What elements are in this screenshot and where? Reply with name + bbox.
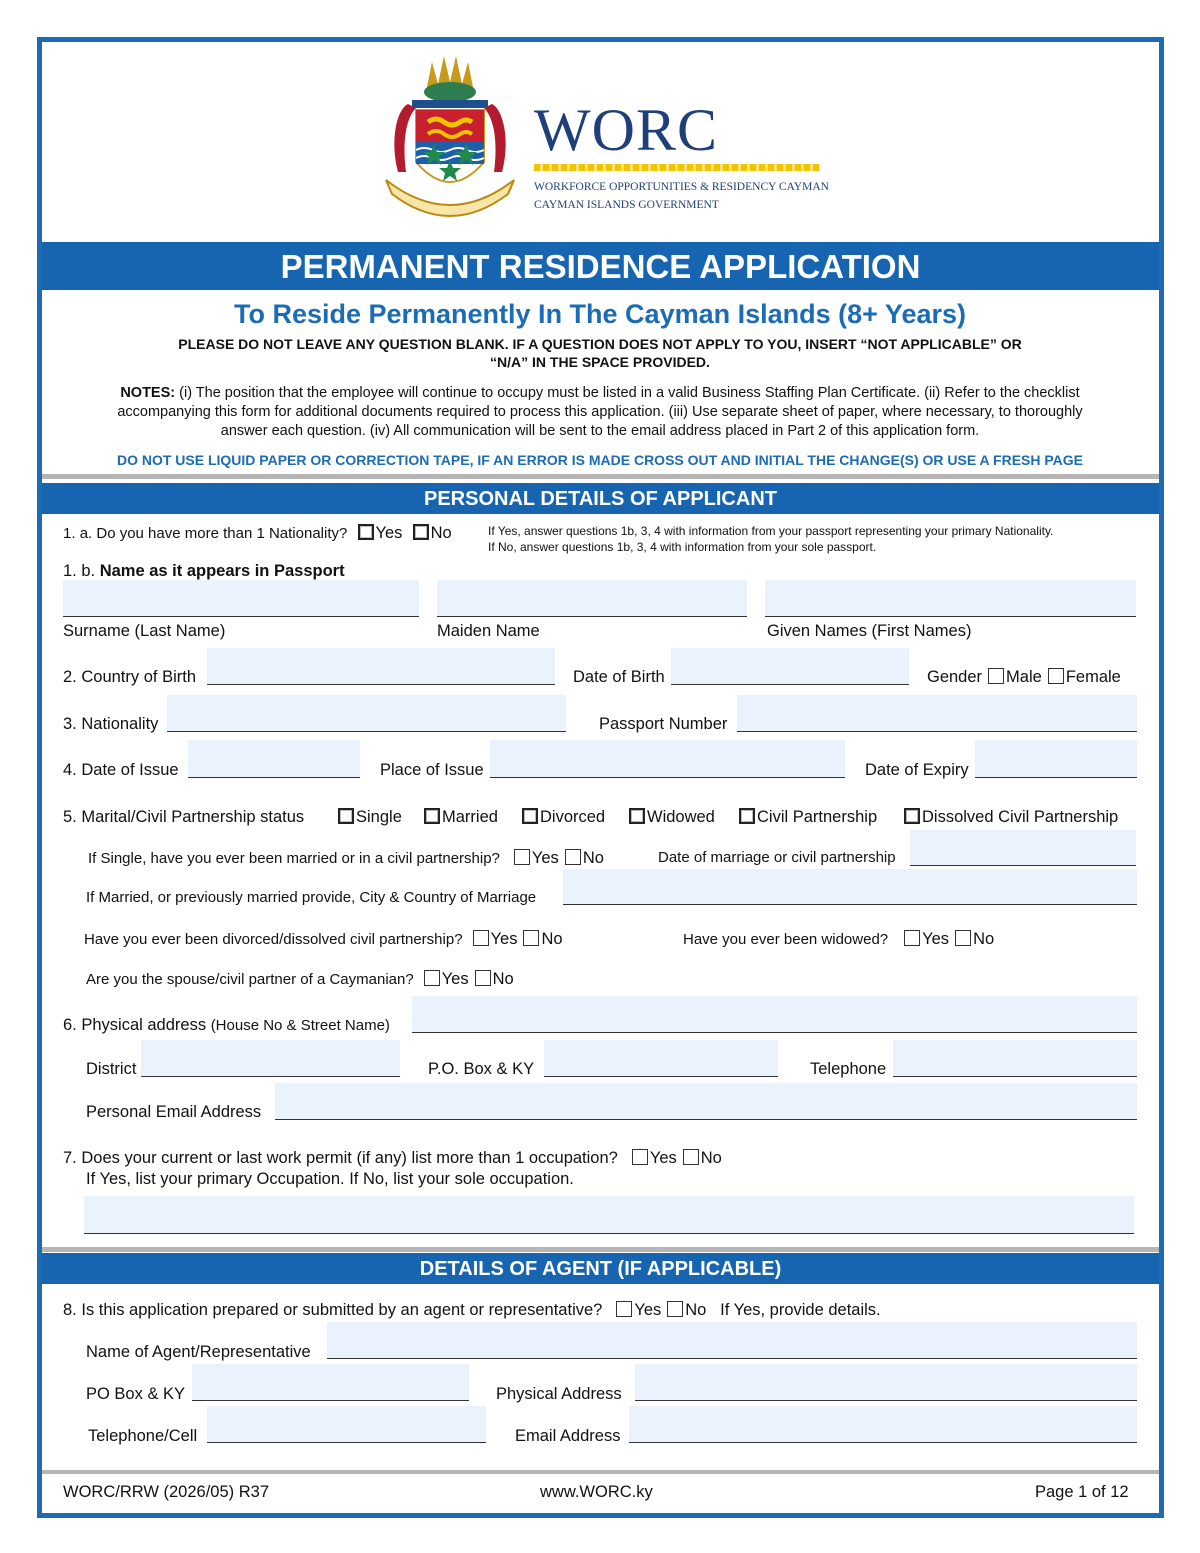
nationality-text: Nationality — [81, 715, 159, 733]
logo-line-2: CAYMAN ISLANDS GOVERNMENT — [534, 199, 719, 211]
divider — [42, 1470, 1159, 1474]
q1a-no-label: No — [430, 524, 452, 542]
occupation-field[interactable] — [84, 1196, 1134, 1234]
gender-female-checkbox[interactable] — [1048, 668, 1064, 684]
marital-option-single — [332, 807, 402, 827]
divider — [42, 474, 1159, 479]
dob-label: Date of Birth — [573, 668, 665, 686]
q8-yes-label: Yes — [634, 1301, 662, 1319]
passport-number-label: Passport Number — [599, 715, 728, 733]
country-of-birth-field[interactable] — [207, 648, 555, 685]
gender-female-label: Female — [1065, 668, 1121, 686]
widowed-question: Have you ever been widowed? — [683, 931, 889, 948]
q1b-number: 1. — [63, 562, 77, 580]
spouse-question-row — [86, 969, 514, 990]
agent-name-label: Name of Agent/Representative — [86, 1343, 311, 1361]
single-yes-label: Yes — [531, 849, 559, 867]
q8-row — [63, 1300, 881, 1320]
marital-status-label — [63, 807, 304, 827]
divider — [42, 1247, 1159, 1252]
q7-label: Does your current or last work permit (if any) list more than 1 occupation? — [81, 1149, 618, 1167]
page-number: Page 1 of 12 — [1035, 1483, 1129, 1501]
marital-option-civil — [733, 807, 877, 827]
issue-date-field[interactable] — [188, 740, 360, 778]
q8-number: 8. — [63, 1301, 77, 1319]
single-label: Single — [356, 808, 402, 826]
q8-no-checkbox[interactable] — [667, 1301, 683, 1317]
agent-telephone-field[interactable] — [207, 1406, 486, 1443]
country-of-birth-text: Country of Birth — [81, 668, 196, 686]
coat-of-arms-icon — [376, 52, 524, 224]
married-checkbox[interactable] — [424, 808, 440, 824]
notes-label: NOTES: — [120, 385, 176, 401]
civil-partnership-label: Civil Partnership — [757, 808, 878, 826]
q1b-prefix: b. — [81, 562, 96, 580]
district-label: District — [86, 1060, 137, 1078]
q1b-row — [63, 561, 345, 581]
expiry-field[interactable] — [975, 740, 1137, 778]
maiden-name-label: Maiden Name — [437, 622, 540, 640]
marriage-place-label: If Married, or previously married provide, City & Country of Marriage — [86, 889, 537, 906]
dissolved-label: Dissolved Civil Partnership — [922, 808, 1119, 826]
single-no-checkbox[interactable] — [565, 849, 581, 865]
email-label: Personal Email Address — [86, 1103, 262, 1121]
gender-label: Gender — [927, 668, 983, 686]
issue-place-label: Place of Issue — [380, 761, 484, 779]
single-question-row — [88, 848, 604, 869]
divorced-question: Have you ever been divorced/dissolved civil partnership? — [84, 931, 463, 948]
gender-row — [927, 667, 1121, 687]
dissolved-checkbox[interactable] — [904, 808, 920, 824]
q3-number: 3. — [63, 715, 77, 733]
marriage-date-label: Date of marriage or civil partnership — [658, 849, 896, 866]
q1-number: 1. — [63, 525, 76, 542]
widowed-question-row — [683, 929, 994, 950]
email-field[interactable] — [275, 1083, 1137, 1120]
civil-partnership-checkbox[interactable] — [739, 808, 755, 824]
issue-date-label — [63, 760, 179, 780]
divorced-checkbox[interactable] — [522, 808, 538, 824]
q1a-note-2: If No, answer questions 1b, 3, 4 with information from your sole passport. — [488, 540, 877, 554]
agent-telephone-label: Telephone/Cell — [88, 1427, 198, 1445]
widowed-checkbox[interactable] — [629, 808, 645, 824]
given-names-field[interactable] — [765, 580, 1136, 617]
divorced-question-row — [84, 929, 563, 950]
divorced-no-checkbox[interactable] — [523, 930, 539, 946]
widowed-no-label: No — [973, 930, 995, 948]
widowed-yes-label: Yes — [922, 930, 950, 948]
notes-line-2: accompanying this form for additional documents required to process this application. (iii) Use separate sheet of paper, where necessary, to thoroughly — [117, 404, 1083, 420]
q1a-yes-label: Yes — [375, 524, 403, 542]
worc-logo-text: WORC — [534, 97, 718, 163]
q4-number: 4. — [63, 761, 77, 779]
agent-name-field[interactable] — [327, 1322, 1137, 1359]
page-subtitle: To Reside Permanently In The Cayman Islands (8+ Years) — [233, 299, 967, 329]
marriage-date-field[interactable] — [910, 830, 1136, 866]
telephone-field[interactable] — [893, 1040, 1137, 1077]
notes-text-1: (i) The position that the employee will continue to occupy must be listed in a valid Business Staffing Plan Certificate. (ii) Refer to the checklist — [175, 385, 1080, 401]
maiden-name-field[interactable] — [437, 580, 747, 617]
q8-tail: If Yes, provide details. — [720, 1301, 881, 1319]
single-no-label: No — [582, 849, 604, 867]
instructions-line-2: “N/A” IN THE SPACE PROVIDED. — [490, 354, 710, 370]
agent-email-field[interactable] — [629, 1406, 1137, 1443]
section-header-agent: DETAILS OF AGENT (IF APPLICABLE) — [42, 1253, 1159, 1284]
country-of-birth-label — [63, 667, 196, 687]
notes-line-3: answer each question. (iv) All communication will be sent to the email address placed in Part 2 of this application form. — [220, 423, 980, 439]
address-text: Physical address — [81, 1016, 207, 1034]
nationality-label — [63, 714, 158, 734]
logo-gold-rule — [534, 164, 820, 171]
address-label — [63, 1015, 390, 1036]
address-field[interactable] — [412, 996, 1137, 1033]
q1a-yes-checkbox[interactable] — [358, 524, 374, 540]
single-checkbox[interactable] — [338, 808, 354, 824]
expiry-label: Date of Expiry — [865, 761, 969, 779]
instructions-line-1: PLEASE DO NOT LEAVE ANY QUESTION BLANK. IF A QUESTION DOES NOT APPLY TO YOU, INSERT “NOT APPLICABLE” OR — [178, 336, 1022, 352]
issue-date-text: Date of Issue — [81, 761, 179, 779]
agent-pobox-label: PO Box & KY — [86, 1385, 186, 1403]
q1b-label: Name as it appears in Passport — [99, 562, 345, 580]
widowed-label: Widowed — [647, 808, 715, 826]
marriage-place-field[interactable] — [563, 869, 1137, 905]
q7-row — [63, 1148, 722, 1168]
logo-line-1: WORKFORCE OPPORTUNITIES & RESIDENCY CAYMAN — [534, 181, 829, 193]
gender-male-label: Male — [1006, 668, 1042, 686]
section-header-personal: PERSONAL DETAILS OF APPLICANT — [42, 483, 1159, 514]
marital-option-married — [418, 807, 498, 827]
q7-line-2: If Yes, list your primary Occupation. If No, list your sole occupation. — [86, 1170, 574, 1188]
q7-no-label: No — [700, 1149, 722, 1167]
pobox-label: P.O. Box & KY — [428, 1060, 535, 1078]
address-hint: (House No & Street Name) — [210, 1017, 390, 1034]
q1a-label: a. Do you have more than 1 Nationality? — [79, 525, 348, 542]
agent-pobox-field[interactable] — [192, 1364, 469, 1401]
website-link[interactable]: www.WORC.ky — [540, 1483, 653, 1501]
given-names-label: Given Names (First Names) — [767, 622, 972, 640]
q7-yes-checkbox[interactable] — [632, 1149, 648, 1165]
agent-physical-label: Physical Address — [496, 1385, 622, 1403]
q8-label: Is this application prepared or submitted by an agent or representative? — [81, 1301, 603, 1319]
q7-yes-label: Yes — [649, 1149, 677, 1167]
spouse-yes-label: Yes — [441, 970, 469, 988]
q7-no-checkbox[interactable] — [683, 1149, 699, 1165]
q7-number: 7. — [63, 1149, 77, 1167]
q1a-no-checkbox[interactable] — [413, 524, 429, 540]
notes-line-1 — [60, 384, 1140, 403]
surname-field[interactable] — [63, 580, 419, 617]
marital-option-widowed — [623, 807, 715, 827]
widowed-yes-checkbox[interactable] — [904, 930, 920, 946]
q1a-row — [63, 523, 452, 544]
warning-text: DO NOT USE LIQUID PAPER OR CORRECTION TAPE, IF AN ERROR IS MADE CROSS OUT AND INITIAL THE CHANGE(S) OR USE A FRESH PAGE — [116, 452, 1084, 468]
marital-status-text: Marital/Civil Partnership status — [81, 808, 305, 826]
form-code: WORC/RRW (2026/05) R37 — [63, 1483, 270, 1501]
divorced-yes-checkbox[interactable] — [473, 930, 489, 946]
pobox-field[interactable] — [544, 1040, 778, 1077]
q2-number: 2. — [63, 668, 77, 686]
spouse-yes-checkbox[interactable] — [424, 970, 440, 986]
q8-no-label: No — [685, 1301, 707, 1319]
page-title: PERMANENT RESIDENCE APPLICATION — [42, 242, 1159, 290]
spouse-no-label: No — [492, 970, 514, 988]
passport-number-field[interactable] — [737, 695, 1137, 732]
q8-yes-checkbox[interactable] — [616, 1301, 632, 1317]
divorced-no-label: No — [541, 930, 563, 948]
q6-number: 6. — [63, 1016, 77, 1034]
gender-male-checkbox[interactable] — [988, 668, 1004, 684]
marital-option-divorced — [516, 807, 605, 827]
agent-email-label: Email Address — [515, 1427, 621, 1445]
surname-label: Surname (Last Name) — [63, 622, 226, 640]
agent-physical-field[interactable] — [635, 1364, 1137, 1401]
telephone-label: Telephone — [810, 1060, 887, 1078]
marital-option-dissolved — [898, 807, 1118, 827]
divorced-label: Divorced — [540, 808, 606, 826]
spouse-no-checkbox[interactable] — [475, 970, 491, 986]
nationality-field[interactable] — [167, 695, 566, 732]
dob-field[interactable] — [671, 648, 909, 685]
widowed-no-checkbox[interactable] — [955, 930, 971, 946]
married-label: Married — [442, 808, 498, 826]
single-yes-checkbox[interactable] — [514, 849, 530, 865]
q5-number: 5. — [63, 808, 77, 826]
issue-place-field[interactable] — [490, 740, 845, 778]
district-field[interactable] — [141, 1040, 400, 1077]
divorced-yes-label: Yes — [490, 930, 518, 948]
spouse-question: Are you the spouse/civil partner of a Caymanian? — [86, 971, 414, 988]
single-question: If Single, have you ever been married or in a civil partnership? — [88, 850, 500, 867]
q1a-note-1: If Yes, answer questions 1b, 3, 4 with information from your passport representing your primary Nationality. — [488, 524, 1054, 538]
